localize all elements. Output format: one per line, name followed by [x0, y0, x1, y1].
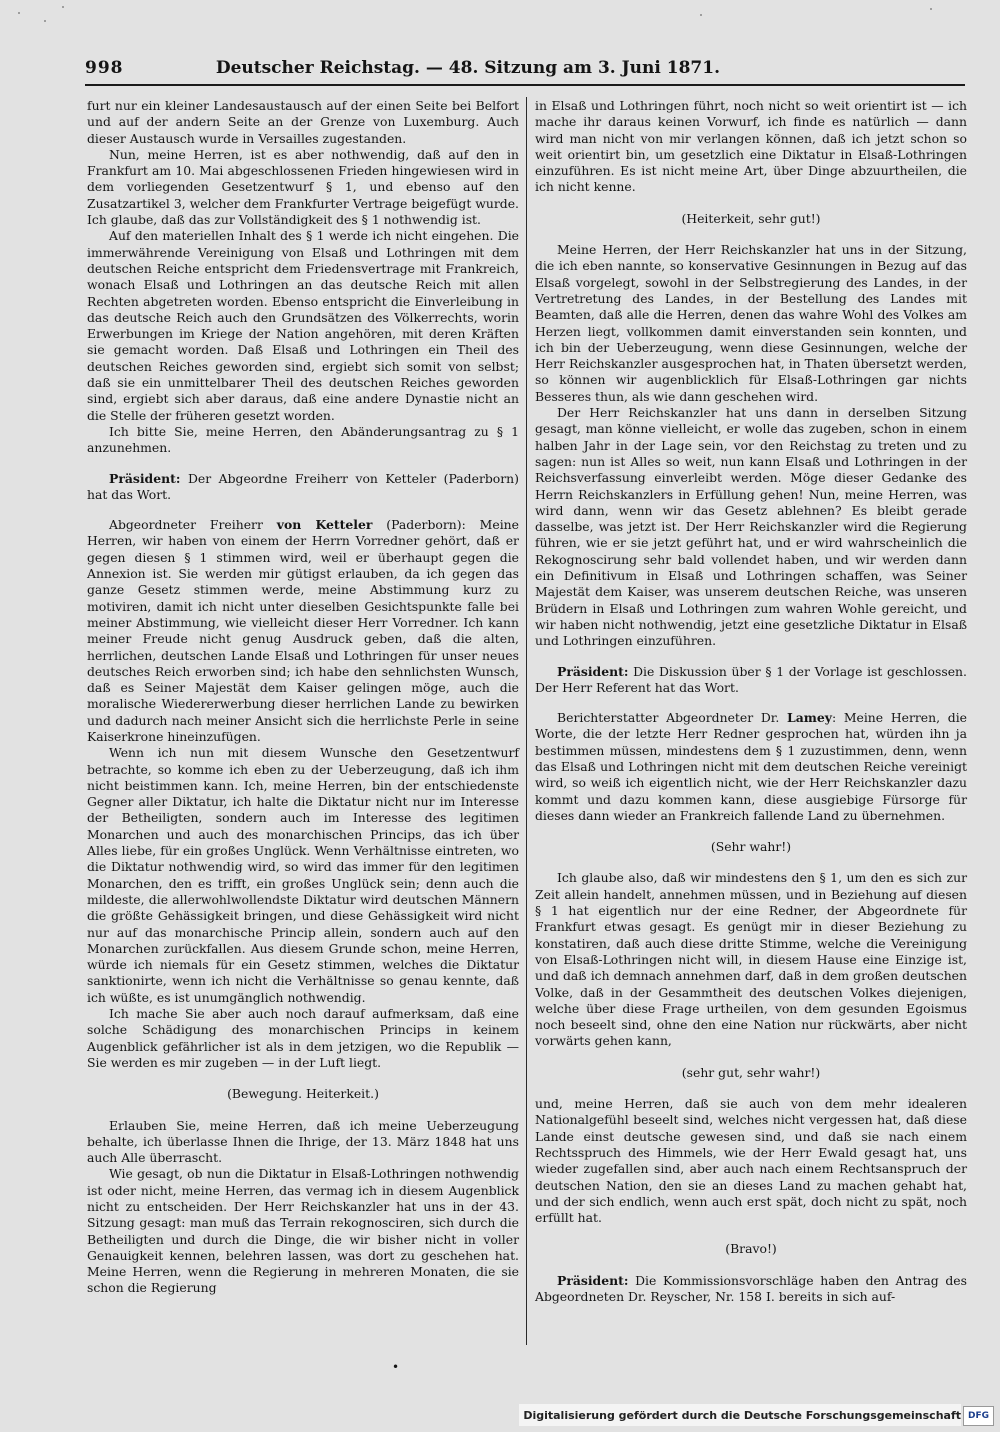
paragraph: Der Herr Reichskanzler hat uns dann in derselben Sitzung gesagt, man könne vielleicht, er wolle das zugeben, schon in einem halben Jahr in der Lage sein, vor den Reichstag zu treten und zu sagen: nun ist Alles so weit, nun kann Elsaß und Lothringen in der Reichsverfassung einverleibt werden. Möge dieser Gedanke des Herrn Reichskanzlers in Erfüllung gehen! Nun, meine Herren, was wird dann, wenn wir das Gesetz ablehnen? Es bleibt gerade dasselbe, was jetzt ist. Der Herr Reichskanzler wird die Regierung führen, wie er sie jetzt geführt hat, und er wird wahrscheinlich die Rekognoscirung sehr bald vollendet haben, und wir werden dann ein Definitivum in Elsaß und Lothringen schaffen, was Seiner Majestät dem Kaiser, was unserem deutschen Reiche, was unseren Brüdern in Elsaß und Lothringen zum wahren Wohle gereicht, und wir haben nicht nothwendig, jetzt eine gesetzliche Diktatur in Elsaß und Lothringen einzuführen.	[535, 405, 967, 649]
digitization-credit: Digitalisierung gefördert durch die Deutsche Forschungsgemeinschaft	[519, 1404, 961, 1426]
left-column	[87, 98, 519, 1297]
speaker-text: : Meine Herren, die Worte, die der letzte Herr Redner gesprochen hat, würden ihn ja bestimmen müssen, mindestens dem § 1 zuzustimmen, denn, wenn das Elsaß und Lothringen nicht mit dem deutschen Reiche vereinigt wird, so weiß ich eigentlich nicht, wie der Herr Reichskanzler dazu kommt und dazu kommen kann, diese ausgiebige Fürsorge für dieses dann wieder an Frankreich fallende Land zu übernehmen.	[535, 710, 967, 823]
speaker-intro: Abgeordneter Freiherr	[109, 517, 263, 533]
speaker-paragraph	[87, 517, 519, 745]
interjection: (Bewegung. Heiterkeit.)	[227, 1086, 379, 1102]
speaker-paragraph	[535, 710, 967, 824]
speaker-name: Präsident:	[557, 1272, 629, 1288]
scan-speck	[700, 14, 702, 16]
paragraph: Wie gesagt, ob nun die Diktatur in Elsaß-Lothringen nothwendig ist oder nicht, meine Herren, das vermag ich in diesem Augenblick nicht zu entscheiden. Der Herr Reichskanzler hat uns in der 43. Sitzung gesagt: man muß das Terrain rekognosciren, sich durch die Betheiligten und durch die Dinge, die wir bisher nicht in voller Genauigkeit kennen, belehren lassen, was dort zu geschehen hat. Meine Herren, wenn die Regierung in mehreren Monaten, die sie schon die Regierung	[87, 1166, 519, 1296]
dfg-logo: DFG	[963, 1406, 994, 1426]
speaker-paragraph	[535, 664, 967, 697]
paragraph: furt nur ein kleiner Landesaustausch auf der einen Seite bei Belfort und auf der andern Seite an der Grenze von Luxemburg. Auch dieser Austausch wurde in Versailles zugestanden.	[87, 98, 519, 146]
speaker-name: Präsident:	[557, 663, 629, 679]
paragraph: Erlauben Sie, meine Herren, daß ich meine Ueberzeugung behalte, ich überlasse Ihnen die Ihrige, der 13. März 1848 hat uns auch Alle überrascht.	[87, 1117, 519, 1166]
scan-speck	[18, 12, 20, 14]
paragraph: Meine Herren, der Herr Reichskanzler hat uns in der Sitzung, die ich eben nannte, so konservative Gesinnungen in Bezug auf das Elsaß vorgelegt, sowohl in der Selbstregierung des Landes, in der Vertretretung des Landes, in der Bestellung des Landes mit Beamten, daß alle die Herren, denen das wahre Wohl des Volkes am Herzen liegt, vollkommen damit einverstanden sein konnten, und ich bin der Ueberzeugung, wenn diese Gesinnungen, welche der Herr Reichskanzler ausgesprochen hat, in Thaten übersetzt werden, so können wir augenblicklich für Elsaß-Lothringen gar nichts Besseres thun, als wie dann geschehen wird.	[535, 242, 967, 404]
paragraph: Auf den materiellen Inhalt des § 1 werde ich nicht eingehen. Die immerwährende Vereinigung von Elsaß und Lothringen mit dem deutschen Reiche entspricht dem Friedensvertrage mit Frankreich, wonach Elsaß und Lothringen an das deutsche Reich mit allen Rechten abgetreten worden. Ebenso entspricht die Einverleibung in das deutsche Reich auch den Grundsätzen des Völkerrechts, worin Erwerbungen im Kriege der Nation angehören, mit deren Kräften sie gemacht worden. Daß Elsaß und Lothringen ein Theil des deutschen Reiches geworden sind, ergiebt sich somit von selbst; daß sie ein unmittelbarer Theil des deutschen Reiches geworden sind, ergiebt sich aber daraus, daß eine andere Dynastie nicht an die Stelle der früheren gesetzt worden.	[87, 228, 519, 423]
scan-speck	[62, 6, 64, 8]
paragraph: und, meine Herren, daß sie auch von dem mehr idealeren Nationalgefühl beseelt sind, welches nicht vergessen hat, daß diese Lande einst deutsche gewesen sind, und daß sie nach einem Rechtsspruch des Himmels, wie der Herr Ewald gesagt hat, uns wieder zugefallen sind, aber auch nach einem Rechtsanspruch der deutschen Nation, den sie an dieses Land zu machen gehabt hat, und der sich endlich, wenn auch erst spät, doch nicht zu spät, noch erfüllt hat.	[535, 1096, 967, 1226]
speaker-text: Der Abgeordne Freiherr von Ketteler (Paderborn) hat das Wort.	[87, 470, 519, 502]
speaker-name: Lamey	[787, 710, 832, 726]
interjection: (Sehr wahr!)	[710, 839, 792, 855]
right-column	[535, 98, 967, 1305]
speaker-text: Die Kommissionsvorschläge haben den Antrag des Abgeordneten Dr. Reyscher, Nr. 158 I. bereits in sich auf-	[535, 1272, 967, 1304]
paragraph: Ich glaube also, daß wir mindestens den § 1, um den es sich zur Zeit allein handelt, annehmen müssen, und in Beziehung auf diesen § 1 hat eigentlich nur der eine Redner, der Abgeordnete für Frankfurt etwas gesagt. Es genügt mir in dieser Beziehung zu konstatiren, daß auch diese dritte Stimme, welche die Vereinigung von Elsaß-Lothringen nicht will, in diesem Hause eine Einzige ist, und daß ich demnach annehmen darf, daß in dem großen deutschen Volke, daß in der Gesammtheit des deutschen Volkes diejenigen, welche über diese Frage urtheilen, von dem gesunden Egoismus noch beseelt sind, ohne den eine Nation nur rückwärts, aber nicht vorwärts gehen kann,	[535, 870, 967, 1049]
speaker-name: Präsident:	[109, 470, 181, 486]
interjection: (Heiterkeit, sehr gut!)	[681, 210, 821, 226]
speaker-intro: Berichterstatter Abgeordneter Dr.	[557, 710, 780, 726]
paragraph: in Elsaß und Lothringen führt, noch nicht so weit orientirt ist — ich mache ihr daraus keinen Vorwurf, ich finde es natürlich — dann wird man nicht von mir verlangen können, daß ich jetzt schon so weit orientirt bin, um gesetzlich eine Diktatur in Elsaß-Lothringen einzuführen. Es ist nicht meine Art, über Dinge abzuurtheilen, die ich nicht kenne.	[535, 98, 967, 195]
scan-speck	[930, 8, 932, 10]
paragraph: Wenn ich nun mit diesem Wunsche den Gesetzentwurf betrachte, so komme ich eben zu der Ueberzeugung, daß ich ihm nicht beistimmen kann. Ich, meine Herren, bin der entschiedenste Gegner aller Diktatur, ich halte die Diktatur nicht nur im Interesse der Betheiligten, sondern auch im Interesse des legitimen Monarchen und auch des monarchischen Princips, das ich über Alles liebe, für ein großes Unglück. Wenn Verhältnisse eintreten, wo die Diktatur nothwendig wird, so wird das immer für den legitimen Monarchen, den es trifft, ein großes Unglück sein; denn auch die mildeste, die allerwohlwollendste Diktatur wird deutschen Männern die größte Gehässigkeit bringen, und diese Gehässigkeit wird nicht nur auf das monarchische Princip allein, sondern auch auf den Monarchen zurückfallen. Aus diesem Grunde schon, meine Herren, würde ich niemals für ein Gesetz stimmen, welches die Diktatur sanktionirte, wenn ich nicht die Verhältnisse so genau kennte, daß ich wüßte, es ist unumgänglich nothwendig.	[87, 745, 519, 1005]
speaker-text: (Paderborn): Meine Herren, wir haben von einem der Herrn Vorredner gehört, daß er gegen diesen § 1 stimmen wird, weil er überhaupt gegen die Annexion ist. Sie werden mir gütigst erlauben, da ich gegen das ganze Gesetz stimmen werde, meine Abstimmung kurz zu motiviren, damit ich nicht unter dieselben Gesichtspunkte falle bei meiner Abstimmung, wie vielleicht dieser Herr Vorredner. Ich kann meiner Freude nicht genug Ausdruck geben, daß die alten, herrlichen, deutschen Lande Elsaß und Lothringen für unser neues deutsches Reich erworben sind; ich habe den sehnlichsten Wunsch, daß es Seiner Majestät dem Kaiser gelingen möge, auch die moralische Wiedererwerbung dieser herrlichen Lande zu bewirken und dadurch nach meiner Ansicht sich die herrlichste Perle in seine Kaiserkrone hineinzufügen.	[87, 517, 519, 744]
paragraph: Nun, meine Herren, ist es aber nothwendig, daß auf den in Frankfurt am 10. Mai abgeschlossenen Frieden hingewiesen wird in dem vorliegenden Gesetzentwurf § 1, und ebenso auf den Zusatzartikel 3, welcher dem Frankfurter Vertrage beigefügt wurde. Ich glaube, daß das zur Vollständigkeit des § 1 nothwendig ist.	[87, 146, 519, 228]
interjection: (sehr gut, sehr wahr!)	[681, 1064, 821, 1080]
scan-speck	[44, 20, 46, 22]
page-number: 998	[85, 58, 124, 78]
speaker-text: Die Diskussion über § 1 der Vorlage ist geschlossen. Der Herr Referent hat das Wort.	[535, 663, 967, 695]
interjection: (Bravo!)	[725, 1241, 777, 1257]
bullet-mark: •	[392, 1360, 400, 1374]
running-head: Deutscher Reichstag. — 48. Sitzung am 3. Juni 1871.	[215, 58, 720, 78]
speaker-name: von Ketteler	[276, 517, 373, 533]
page-header	[85, 58, 965, 84]
speaker-paragraph	[87, 471, 519, 504]
header-rule	[85, 84, 965, 86]
speaker-paragraph	[535, 1273, 967, 1306]
paragraph: Ich mache Sie aber auch noch darauf aufmerksam, daß eine solche Schädigung des monarchischen Princips in keinem Augenblick gefährlicher ist als in dem jetzigen, wo die Republik — Sie werden es mir zugeben — in der Luft liegt.	[87, 1006, 519, 1070]
paragraph: Ich bitte Sie, meine Herren, den Abänderungsantrag zu § 1 anzunehmen.	[87, 423, 519, 456]
column-divider	[526, 97, 527, 1345]
